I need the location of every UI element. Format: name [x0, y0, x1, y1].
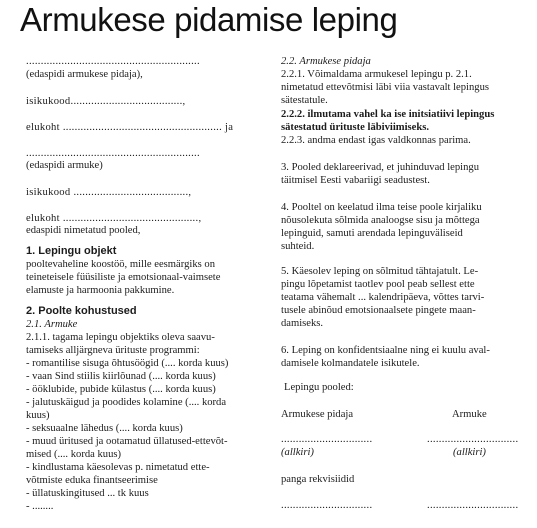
list-item: - jalutuskäigud ja poodides kolamine (.... korda [26, 397, 227, 408]
section-2-2-subheading: 2.2. Armukese pidaja [281, 56, 371, 67]
section-1-heading: 1. Lepingu objekt [26, 245, 117, 257]
section-2-heading: 2. Poolte kohustused [26, 305, 137, 317]
party2-label: (edaspidi armuke) [26, 160, 103, 171]
list-item: - vaan Sind stiilis kiirlõunad (.... korda kuus) [26, 371, 216, 382]
section-2-2-3-text: 2.2.3. andma endast igas valdkonnas parima. [281, 135, 471, 146]
blank-line: ........................................................... [26, 56, 200, 67]
isikukood-field: isikukood ......................................., [26, 187, 192, 198]
list-item: - üllatuskingitused ... tk kuus [26, 488, 149, 499]
list-item: - kindlustama käesolevas p. nimetatud ette- [26, 462, 210, 473]
page-title: Armukese pidamise leping [20, 1, 398, 38]
section-2-1-1-text: tamiseks alljärgneva ürituste programmi: [26, 345, 200, 356]
section-4-text: suhteid. [281, 241, 315, 252]
edaspidi-text: edaspidi nimetatud pooled, [26, 225, 141, 236]
section-3-text: 3. Pooled deklareerivad, et juhinduvad lepingu [281, 162, 479, 173]
bank-right-line: ............................... [427, 500, 519, 511]
section-6-text: damisele kolmandatele isikutele. [281, 358, 420, 369]
section-3-text: täitmisel Eesti vabariigi seadustest. [281, 175, 430, 186]
parties-label: Lepingu pooled: [284, 382, 354, 393]
section-2-2-1-text: 2.2.1. Võimaldama armukesel lepingu p. 2.1. [281, 69, 472, 80]
list-item: võtmiste eduka finantseerimise [26, 475, 158, 486]
list-item: - romantilise sisuga õhtusöögid (.... korda kuus) [26, 358, 229, 369]
section-2-1-1-text: 2.1.1. tagama lepingu objektiks oleva saavu- [26, 332, 215, 343]
elukoht-field: elukoht .............................................., [26, 213, 202, 224]
bank-left-line: ............................... [281, 500, 373, 511]
section-5-text: 5. Käesolev leping on sõlmitud tähtajatult. Le- [281, 266, 479, 277]
section-2-1-subheading: 2.1. Armuke [26, 319, 78, 330]
signature-left-caption: (allkiri) [281, 447, 314, 458]
section-2-2-2-text: 2.2.2. ilmutama vahel ka ise initsiatiivi lepingus [281, 109, 495, 120]
section-2-2-2-text: sätestatud ürituste läbiviimiseks. [281, 122, 430, 133]
section-4-text: 4. Pooltel on keelatud ilma teise poole kirjaliku [281, 202, 482, 213]
blank-line: ........................................................... [26, 148, 200, 159]
signature-right-caption: (allkiri) [453, 447, 486, 458]
section-4-text: nõusolekuta sõlmida analoogse sisu ja mõttega [281, 215, 480, 226]
section-5-text: teatama vähemalt ... kalendripäeva, võttes tarvi- [281, 292, 485, 303]
elukoht-field: elukoht ...................................................... ja [26, 122, 234, 133]
list-item: - muud üritused ja ootamatud üllatused-ettevõt- [26, 436, 228, 447]
section-1-text: teineteisele füüsiliste ja emotsionaal-vaimsete [26, 272, 221, 283]
signature-right-label: Armuke [452, 409, 487, 420]
section-2-2-1-text: sätestatule. [281, 95, 328, 106]
section-1-text: pooltevaheline koostöö, mille eesmärgiks on [26, 259, 215, 270]
list-item: mised (.... korda kuus) [26, 449, 122, 460]
list-item: - ööklubide, pubide külastus (.... korda kuus) [26, 384, 216, 395]
isikukood-field: isikukood......................................, [26, 96, 186, 107]
section-5-text: pingu lõpetamist taotlev pool peab sellest ette [281, 279, 475, 290]
section-4-text: lepinguid, samuti arendada lepinguväliseid [281, 228, 463, 239]
section-1-text: elamuste ja harmoonia pakkumine. [26, 285, 175, 296]
list-item: - seksuaalne lähedus (.... korda kuus) [26, 423, 183, 434]
section-5-text: tusele abinõud emotsionaalsete pingete maan- [281, 305, 476, 316]
list-item: - ........ [26, 501, 54, 512]
signature-left-line: ............................... [281, 434, 373, 445]
section-2-2-1-text: nimetatud ettevõtmisi läbi viia vastavalt lepingus [281, 82, 490, 93]
signature-left-label: Armukese pidaja [281, 409, 354, 420]
party1-label: (edaspidi armukese pidaja), [26, 69, 143, 80]
section-6-text: 6. Leping on konfidentsiaalne ning ei kuulu aval- [281, 345, 490, 356]
signature-right-line: ............................... [427, 434, 519, 445]
list-item: kuus) [26, 410, 50, 421]
bank-label: panga rekvisiidid [281, 474, 355, 485]
section-5-text: damiseks. [281, 318, 324, 329]
